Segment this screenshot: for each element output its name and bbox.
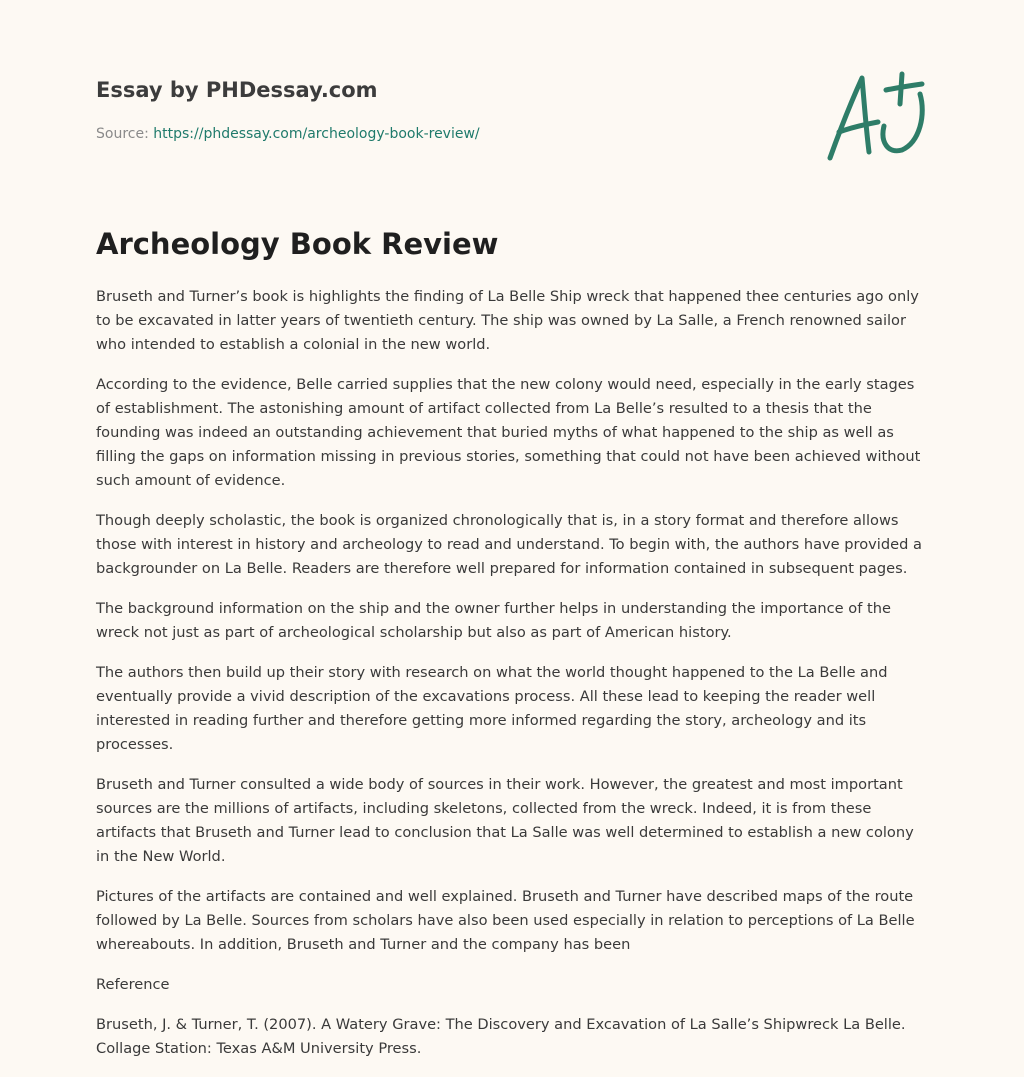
reference-heading: Reference <box>96 976 170 993</box>
essay-paragraph: Pictures of the artifacts are contained and well explained. Bruseth and Turner have described maps of the route followed by La Belle. Sources from scholars have also been used especially in relation to perceptions of La Belle whereabouts. In addition, Bruseth and Turner and the company has been <box>96 888 915 953</box>
essay-paragraph: Though deeply scholastic, the book is organized chronologically that is, in a story format and therefore allows those with interest in history and archeology to read and understand. To begin with, the authors have provided a backgrounder on La Belle. Readers are therefore well prepared for information contained in subsequent pages. <box>96 512 922 577</box>
source-line <box>96 124 696 144</box>
reference-citation: Bruseth, J. & Turner, T. (2007). A Watery Grave: The Discovery and Excavation of La Salle’s Shipwreck La Belle. Collage Station: Texas A&M University Press. <box>96 1016 906 1057</box>
essay-title: Archeology Book Review <box>96 227 499 261</box>
essay-paragraph: The authors then build up their story with research on what the world thought happened to the La Belle and eventually provide a vivid description of the excavations process. All these lead to keeping the reader well interested in reading further and therefore getting more informed regarding the story, archeology and its processes. <box>96 664 888 753</box>
essay-header <box>96 76 696 144</box>
source-link[interactable]: https://phdessay.com/archeology-book-review/ <box>153 126 480 142</box>
essay-paragraph: Bruseth and Turner consulted a wide body of sources in their work. However, the greatest and most important sources are the millions of artifacts, including skeletons, collected from the wreck. Indeed, it is from these artifacts that Bruseth and Turner lead to conclusion that La Salle was well determined to establish a new colony in the New World. <box>96 776 914 865</box>
site-title: Essay by PHDessay.com <box>96 78 378 102</box>
essay-paragraph: Bruseth and Turner’s book is highlights the finding of La Belle Ship wreck that happened thee centuries ago only to be excavated in latter years of twentieth century. The ship was owned by La Salle, a French renowned sailor who intended to establish a colonial in the new world. <box>96 288 919 353</box>
source-label: Source: <box>96 126 154 142</box>
essay-paragraph: According to the evidence, Belle carried supplies that the new colony would need, especially in the early stages of establishment. The astonishing amount of artifact collected from La Belle’s resulted to a thesis that the founding was indeed an outstanding achievement that buried myths of what happened to the ship as well as filling the gaps on information missing in previous stories, something that could not have been achieved without such amount of evidence. <box>96 376 921 489</box>
a-plus-grade-icon <box>822 70 926 166</box>
essay-paragraph: The background information on the ship and the owner further helps in understanding the importance of the wreck not just as part of archeological scholarship but also as part of American history. <box>96 600 891 641</box>
essay-body <box>96 285 930 1077</box>
